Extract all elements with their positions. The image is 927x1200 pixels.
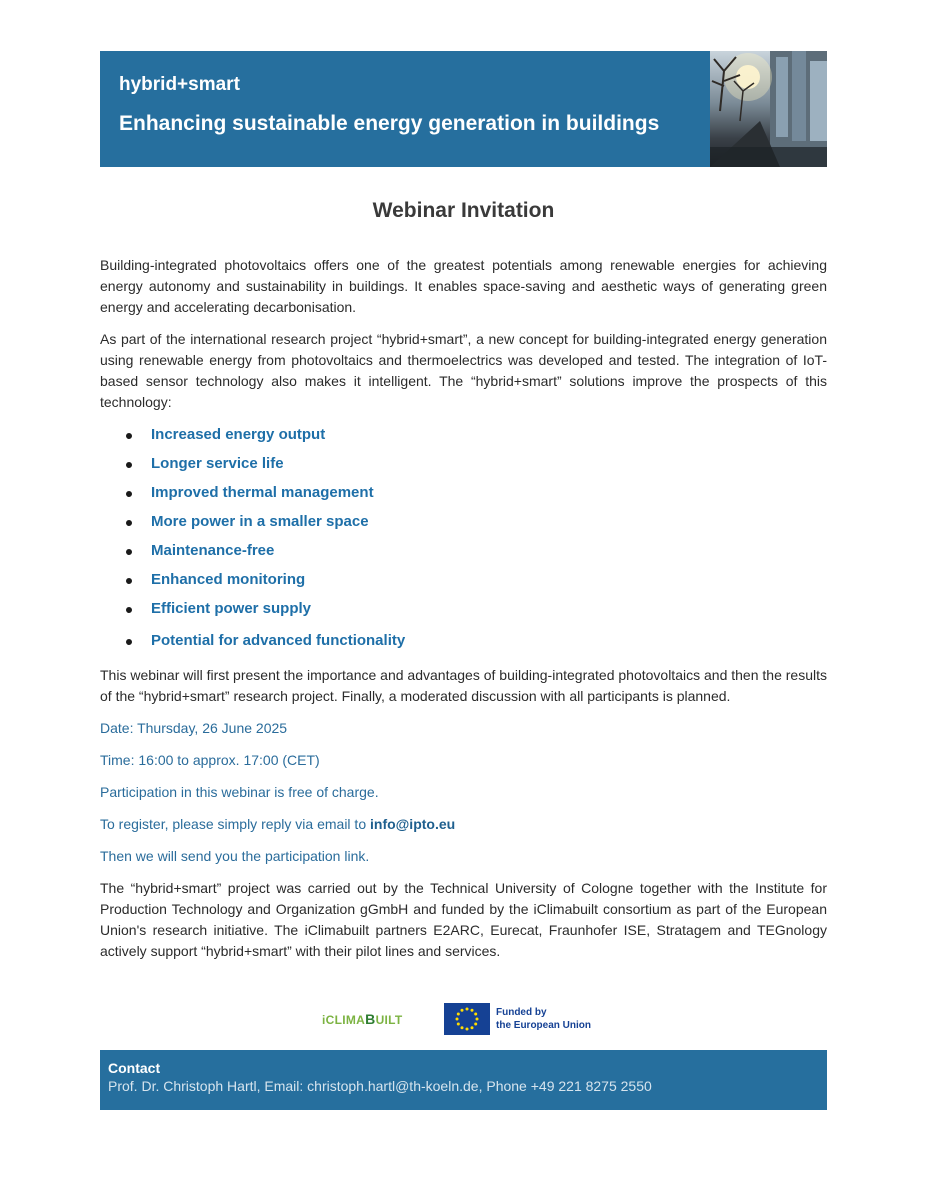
contact-label: Contact xyxy=(108,1060,161,1076)
list-item: Enhanced monitoring xyxy=(126,569,827,598)
list-item: Efficient power supply xyxy=(126,598,827,627)
webinar-date: Date: Thursday, 26 June 2025 xyxy=(100,720,288,736)
contact-box xyxy=(100,1050,827,1110)
fee-note: Participation in this webinar is free of charge. xyxy=(100,784,379,800)
intro-paragraph: Building-integrated photovoltaics offers one of the greatest potentials among renewable energies for achieving energy autonomy and sustainability in buildings. It enables space-saving and aesthetic ways of generating green energy and accelerating decarbonisation. xyxy=(100,257,827,315)
list-item: Potential for advanced functionality xyxy=(126,630,827,659)
webinar-time: Time: 16:00 to approx. 17:00 (CET) xyxy=(100,752,320,768)
invitation-body xyxy=(100,255,827,973)
contact-details: Prof. Dr. Christoph Hartl, Email: christoph.hartl@th-koeln.de, Phone +49 221 8275 2550 xyxy=(108,1078,652,1094)
eu-funding-text: Funded by the European Union xyxy=(496,1007,591,1031)
leaf-b-icon: B xyxy=(365,1011,376,1027)
list-item: Increased energy output xyxy=(126,424,827,453)
list-item: Longer service life xyxy=(126,453,827,482)
project-paragraph: As part of the international research project “hybrid+smart”, a new concept for building-integrated energy generation using renewable energy from photovoltaics and thermoelectrics was developed and tested. The integration of IoT-based sensor technology also makes it intelligent. The “hybrid+smart” solutions improve the prospects of this technology: xyxy=(100,331,827,410)
building-photo xyxy=(710,51,827,167)
benefits-list xyxy=(100,424,827,659)
list-item: Maintenance-free xyxy=(126,540,827,569)
register-email-link[interactable]: info@ipto.eu xyxy=(370,816,456,832)
register-text: To register, please simply reply via email to xyxy=(100,816,370,832)
followup-note: Then we will send you the participation link. xyxy=(100,848,370,864)
page-title: Webinar Invitation xyxy=(372,199,555,222)
funder-logos xyxy=(322,1003,612,1037)
building-photo-illustration xyxy=(710,51,827,167)
webinar-paragraph: This webinar will first present the importance and advantages of building-integrated photovoltaics and then the results of the “hybrid+smart” research project. Finally, a moderated discussion with all participants is planned. xyxy=(100,667,827,704)
closing-paragraph: The “hybrid+smart” project was carried out by the Technical University of Cologne together with the Institute for Production Technology and Organization gGmbH and funded by the iClimabuilt consortium as part of the European Union's research initiative. The iClimabuilt partners E2ARC, Eurecat, Fraunhofer ISE, Stratagem and TEGnology actively support “hybrid+smart” with their pilot lines and services. xyxy=(100,880,827,959)
eu-flag-icon xyxy=(444,1003,490,1035)
eu-funding-logo xyxy=(444,1003,592,1035)
headline: Enhancing sustainable energy generation in buildings xyxy=(119,112,660,135)
register-note xyxy=(100,814,827,835)
brand-name: hybrid+smart xyxy=(119,74,240,95)
list-item: More power in a smaller space xyxy=(126,511,827,540)
list-item: Improved thermal management xyxy=(126,482,827,511)
header-banner xyxy=(100,51,827,167)
iclimabuilt-logo: iCLIMABUILT xyxy=(322,1011,403,1027)
